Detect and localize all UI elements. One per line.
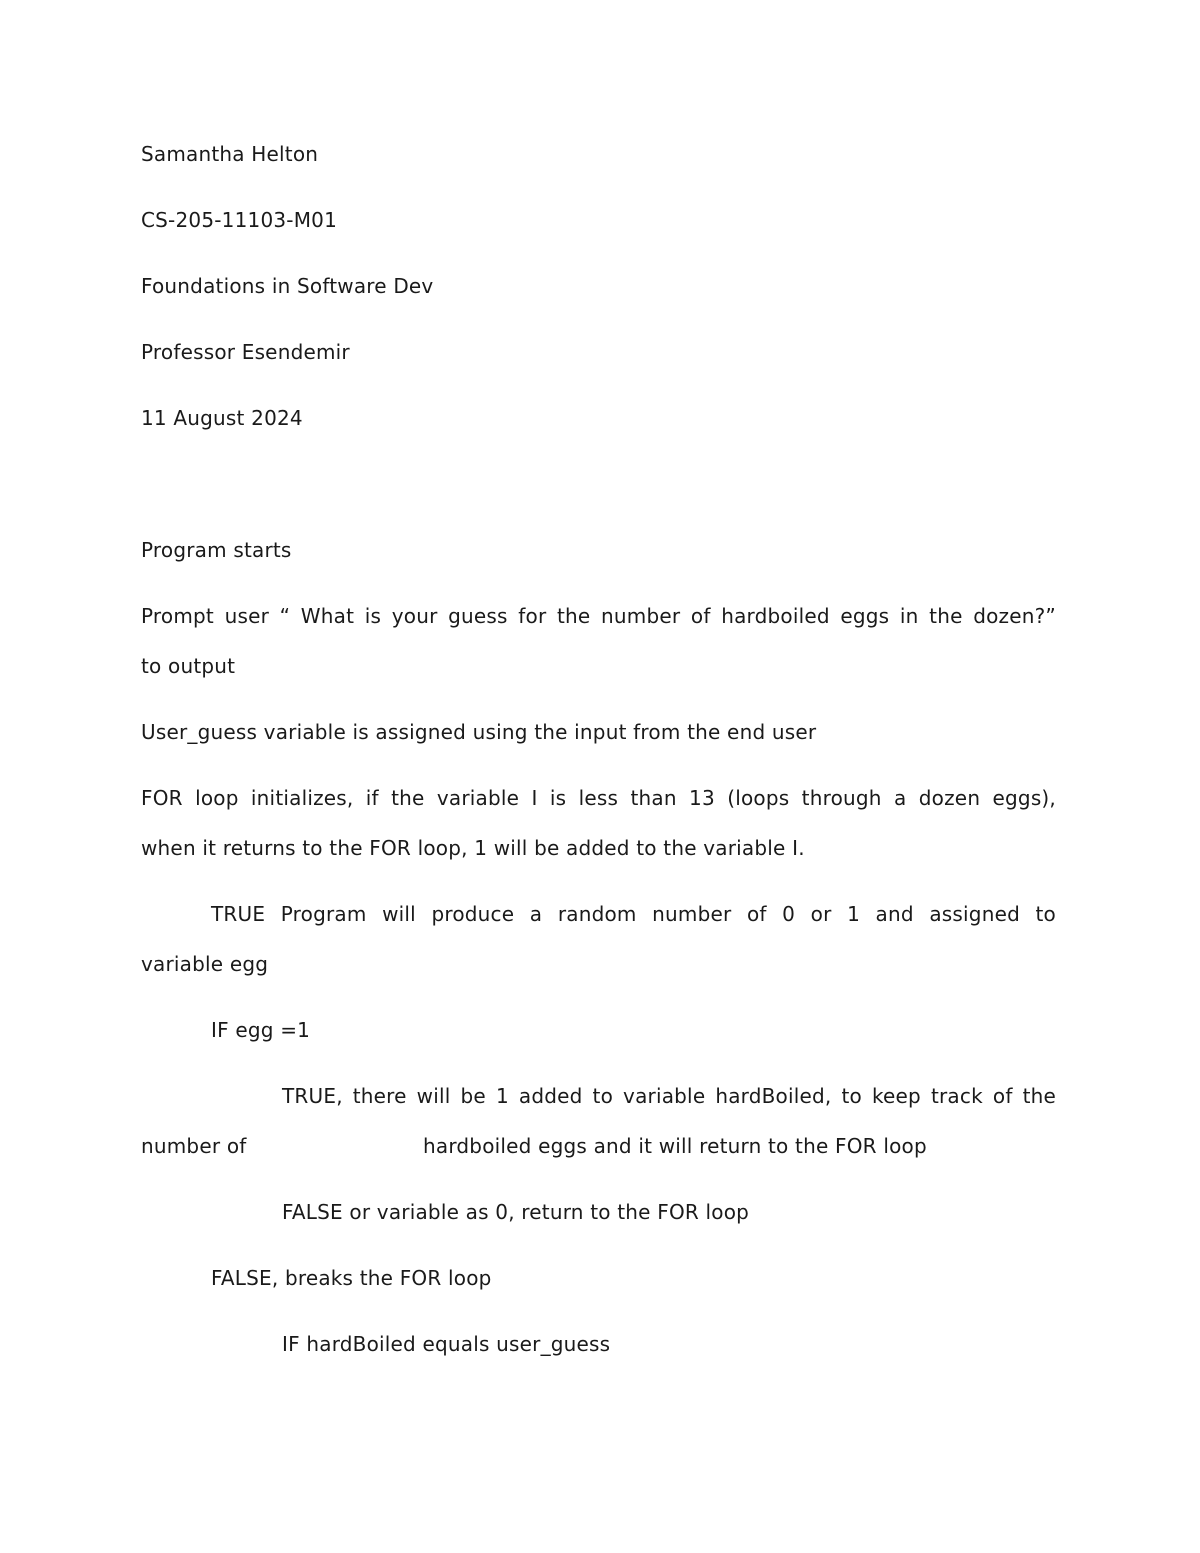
step-true-hardboiled-line2a: number of <box>141 1134 247 1158</box>
step-assign-guess: User_guess variable is assigned using the input from the end user <box>141 720 817 744</box>
author-name: Samantha Helton <box>141 142 319 166</box>
step-for-loop-line1: FOR loop initializes, if the variable I is less than 13 (loops through a dozen eggs), <box>141 786 1056 810</box>
step-true-random-line2: variable egg <box>141 952 269 976</box>
step-if-egg: IF egg =1 <box>211 1018 311 1042</box>
step-if-hardboiled-equals: IF hardBoiled equals user_guess <box>282 1332 611 1356</box>
step-prompt-user-line1: Prompt user “ What is your guess for the number of hardboiled eggs in the dozen?” <box>141 604 1056 628</box>
step-for-loop-line2: when it returns to the FOR loop, 1 will be added to the variable I. <box>141 836 805 860</box>
step-program-starts: Program starts <box>141 538 292 562</box>
course-code: CS-205-11103-M01 <box>141 208 338 232</box>
step-prompt-user-line2: to output <box>141 654 236 678</box>
professor-name: Professor Esendemir <box>141 340 350 364</box>
step-false-break: FALSE, breaks the FOR loop <box>211 1266 492 1290</box>
step-false-return: FALSE or variable as 0, return to the FOR loop <box>282 1200 750 1224</box>
step-true-random-line1: TRUE Program will produce a random number of 0 or 1 and assigned to <box>211 902 1056 926</box>
step-true-hardboiled-line2b: hardboiled eggs and it will return to the FOR loop <box>423 1134 927 1158</box>
course-name: Foundations in Software Dev <box>141 274 434 298</box>
document-date: 11 August 2024 <box>141 406 303 430</box>
step-true-hardboiled-line1: TRUE, there will be 1 added to variable hardBoiled, to keep track of the <box>282 1084 1056 1108</box>
